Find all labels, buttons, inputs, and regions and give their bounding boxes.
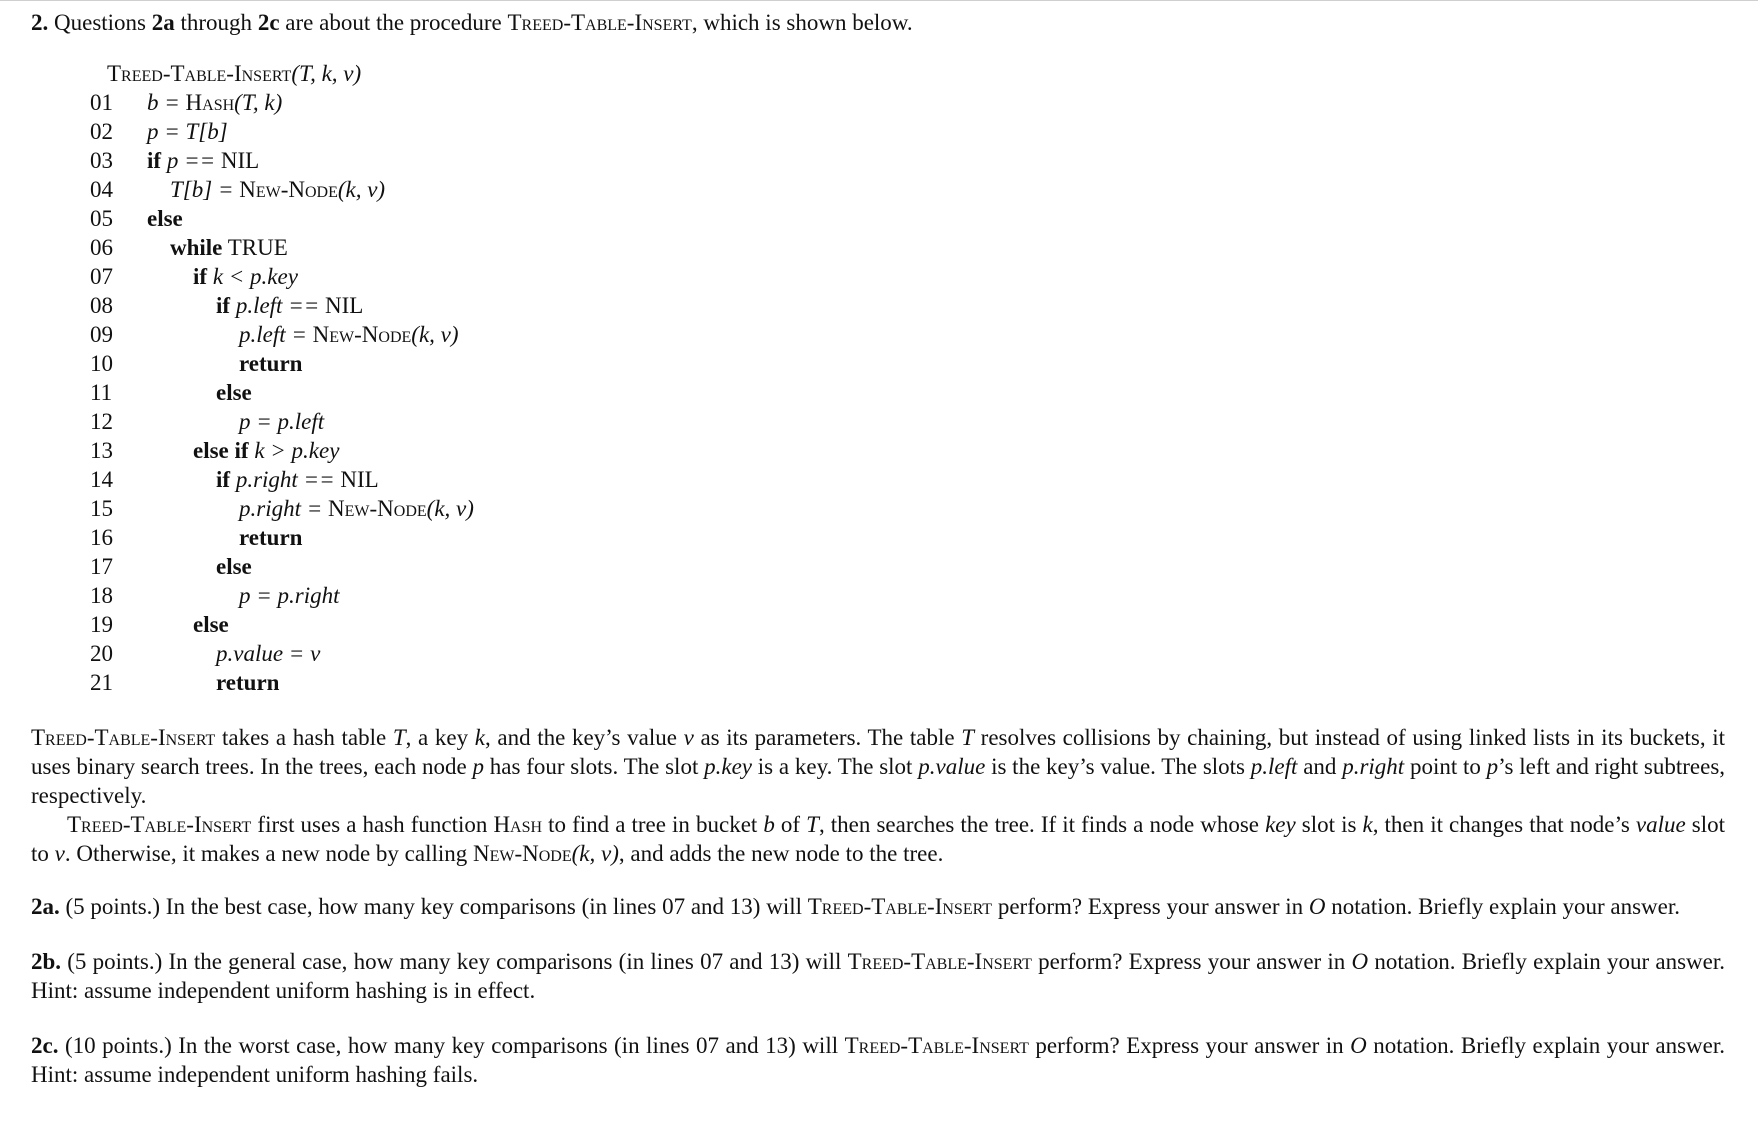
var: p [1486,754,1499,779]
var: v [683,725,694,750]
text: (5 points.) In the best case, how many key comparisons (in lines 07 and 13) will [59,894,808,919]
line-number: 08 [90,293,113,318]
var: k [474,725,485,750]
keyword: else [193,612,229,637]
code-text [216,378,252,407]
question-label: 2a. [31,894,60,919]
code-text [216,639,320,668]
text: of [774,812,807,837]
constant: NIL [220,148,260,173]
text: perform? Express your answer in [1031,949,1352,974]
procedure-name: Treed-Table-Insert [507,10,692,35]
line-number: 04 [90,177,113,202]
text: (5 points.) In the general case, how many key comparisons (in lines 07 and 13) will [61,949,848,974]
text: notation. Briefly explain your answer. Hint: assume independent uniform hashing is in effect. [31,949,1725,1003]
function-name: Hash [493,812,543,837]
line-number: 18 [90,583,113,608]
var: key [1265,812,1296,837]
procedure-name: Treed-Table-Insert [807,894,993,919]
constant: TRUE [227,235,288,260]
keyword: if [193,264,208,289]
line-number: 20 [90,641,113,666]
code-text [239,320,459,349]
code-text [147,146,259,175]
code-text [239,349,302,378]
code-text [170,175,385,204]
keyword: if [216,467,231,492]
code-part: b = [147,90,186,115]
var: p.value [918,754,986,779]
text: slot to [31,812,1726,866]
var: p.key [704,754,752,779]
code-text [193,436,339,465]
text: to find a tree in bucket [542,812,764,837]
code-text [193,262,298,291]
line-number: 14 [90,467,113,492]
code-line-09 [31,320,1725,349]
code-part: New-Node [328,496,427,521]
code-line-21 [31,668,1725,697]
text: perform? Express your answer in [992,894,1309,919]
question-2c [31,1031,1725,1089]
code-part: New-Node [239,177,338,202]
code-line-05 [31,204,1725,233]
line-number: 21 [90,670,113,695]
text: notation. Briefly explain your answer. Hint: assume independent uniform hashing fails. [31,1033,1725,1087]
line-number: 06 [90,235,113,260]
procedure-name: Treed-Table-Insert [31,725,216,750]
code-part: (k, v) [337,177,386,202]
code-text [216,465,379,494]
code-part: p == [161,148,221,173]
keyword: else [147,206,183,231]
line-number: 09 [90,322,113,347]
code-line-11 [31,378,1725,407]
code-part: (T, k) [234,90,283,115]
code-text [147,117,228,146]
code-text [216,668,279,697]
question-2a [31,892,1725,921]
var: value [1635,812,1686,837]
code-text [147,204,183,233]
code-line-19 [31,610,1725,639]
text: first uses a hash function [251,812,494,837]
code-text [170,233,288,262]
code-part: p = p.left [239,409,325,434]
code-part: (k, v) [411,322,459,347]
code-line-07 [31,262,1725,291]
code-part: (k, v) [426,496,474,521]
line-number: 05 [90,206,113,231]
line-number: 02 [90,119,113,144]
question-header [31,8,1725,37]
code-part: p = p.right [239,583,340,608]
code-text [216,552,252,581]
line-number: 15 [90,496,113,521]
procedure-name: Treed-Table-Insert [844,1033,1029,1058]
text: , and the key’s value [484,725,684,750]
code-line-10 [31,349,1725,378]
var: (k, v) [571,841,619,866]
line-number: 16 [90,525,113,550]
code-part: k < p.key [207,264,298,289]
keyword: if [216,293,231,318]
keyword: return [239,351,303,376]
var: T [806,812,819,837]
description-paragraph-2 [31,810,1725,868]
var: O [1350,1033,1367,1058]
code-text [216,291,363,320]
text: is the key’s value. The slots [985,754,1251,779]
code-line-18 [31,581,1725,610]
header-text: , which is shown below. [691,10,913,35]
question-label: 2c. [31,1033,59,1058]
text: . Otherwise, it makes a new node by calling [64,841,473,866]
var: k [1362,812,1373,837]
code-line-13 [31,436,1725,465]
function-name: New-Node [473,841,572,866]
algorithm-signature [107,59,1725,88]
code-part: Hash [185,90,235,115]
code-text [193,610,229,639]
code-line-16 [31,523,1725,552]
code-part: k > p.key [248,438,340,463]
exam-page [31,8,1725,1089]
line-number: 10 [90,351,113,376]
keyword: return [216,670,280,695]
var: p.left [1250,754,1298,779]
var: p [472,754,484,779]
code-text [239,407,324,436]
procedure-name: Treed-Table-Insert [847,949,1032,974]
text: takes a hash table [215,725,393,750]
code-line-08 [31,291,1725,320]
text: point to [1404,754,1487,779]
code-line-06 [31,233,1725,262]
var: O [1308,894,1326,919]
header-q-last: 2c [257,10,280,35]
code-part: p.left = [239,322,313,347]
text: slot is [1295,812,1363,837]
line-number: 17 [90,554,113,579]
text: is a key. The slot [752,754,919,779]
description-paragraph-1 [31,723,1725,810]
algorithm-name: Treed-Table-Insert [107,61,292,86]
text: and [1297,754,1343,779]
code-part: p.left == [230,293,325,318]
text: , a key [405,725,475,750]
keyword: else [216,380,252,405]
keyword: else if [193,438,249,463]
header-text: are about the procedure [279,10,508,35]
keyword: return [239,525,303,550]
code-part: New-Node [312,322,412,347]
algorithm-params: (T, k, v) [291,61,362,86]
var: v [54,841,65,866]
constant: NIL [340,467,379,492]
header-text: through [174,10,258,35]
var: T [392,725,406,750]
text: notation. Briefly explain your answer. [1325,894,1681,919]
var: b [763,812,775,837]
header-q-first: 2a [151,10,175,35]
keyword: if [147,148,162,173]
code-part: p = T[b] [147,119,228,144]
question-2b [31,947,1725,1005]
code-text [147,88,282,117]
code-line-15 [31,494,1725,523]
code-part: p.right == [230,467,341,492]
code-part: T[b] = [170,177,240,202]
code-part: p.right = [239,496,329,521]
text: , then searches the tree. If it finds a node whose [818,812,1266,837]
text: as its parameters. The table [693,725,962,750]
line-number: 13 [90,438,113,463]
code-line-02 [31,117,1725,146]
line-number: 01 [90,90,113,115]
question-label: 2b. [31,949,62,974]
code-line-17 [31,552,1725,581]
line-number: 11 [90,380,113,405]
code-text [239,523,302,552]
keyword: while [170,235,223,260]
procedure-name: Treed-Table-Insert [67,812,252,837]
pseudocode-block [31,59,1725,697]
code-line-20 [31,639,1725,668]
text: , then it changes that node’s [1372,812,1636,837]
code-part: p.value = v [216,641,321,666]
code-line-01 [31,88,1725,117]
keyword: else [216,554,252,579]
top-rule [0,0,1758,1]
code-text [239,581,340,610]
constant: NIL [324,293,364,318]
code-line-14 [31,465,1725,494]
text: , and adds the new node to the tree. [618,841,944,866]
code-text [239,494,474,523]
text: (10 points.) In the worst case, how many key comparisons (in lines 07 and 13) will [58,1033,845,1058]
code-line-12 [31,407,1725,436]
var: T [961,725,975,750]
text: perform? Express your answer in [1028,1033,1351,1058]
text: resolves collisions by chaining, but instead of using linked lists in its buckets, it uses binary search trees. In the trees, each node [31,725,1725,779]
line-number: 12 [90,409,113,434]
line-number: 07 [90,264,113,289]
line-number: 03 [90,148,113,173]
code-line-03 [31,146,1725,175]
line-number: 19 [90,612,113,637]
code-line-04 [31,175,1725,204]
header-text: Questions [48,10,152,35]
text: ’s left and right subtrees, respectively. [31,754,1726,808]
var: O [1351,949,1369,974]
question-number: 2. [31,10,49,35]
var: p.right [1342,754,1405,779]
text: has four slots. The slot [483,754,705,779]
